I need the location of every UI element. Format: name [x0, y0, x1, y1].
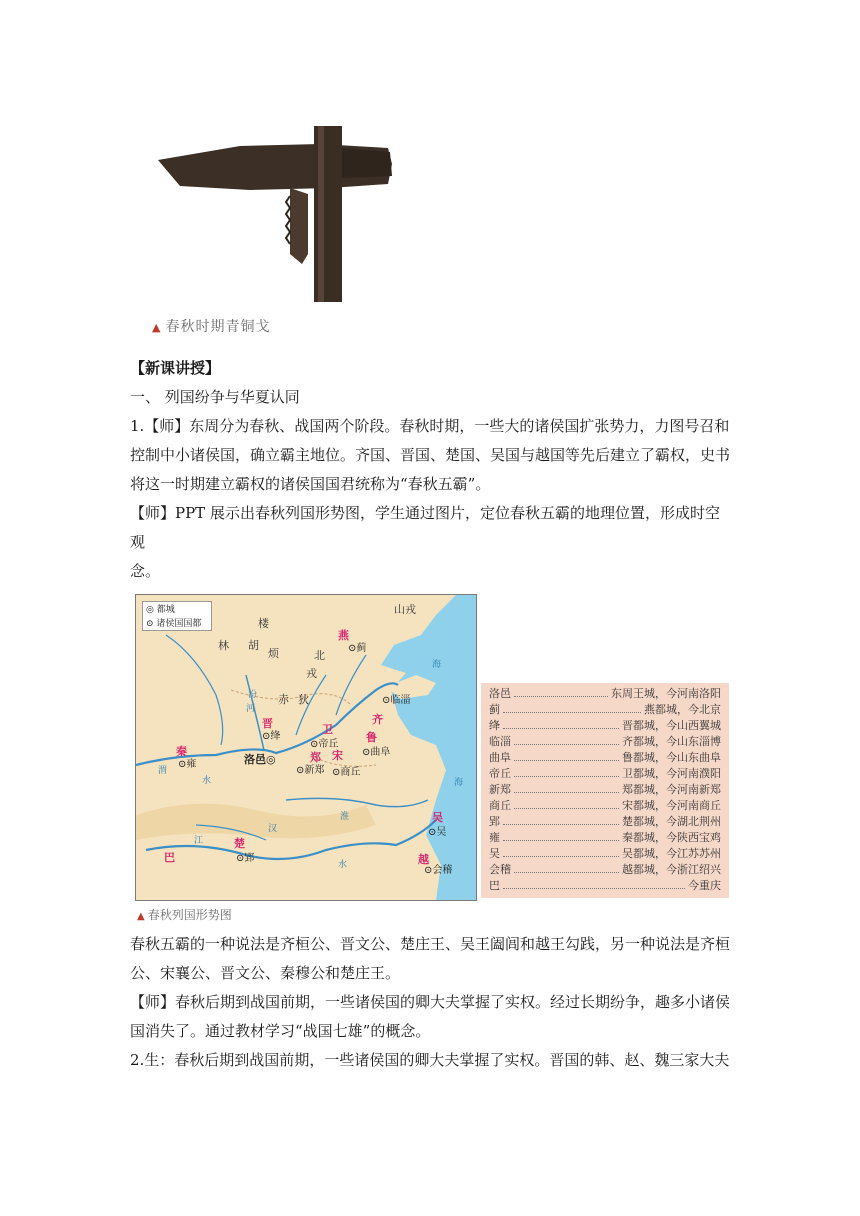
bronze-ge-photo [140, 104, 420, 344]
region-label: 楼 [258, 617, 269, 630]
state-label-wei: 卫 [322, 723, 333, 736]
state-label-yan: 燕 [338, 629, 349, 642]
legend-item: ◎ 都城 [146, 605, 175, 615]
region-label: 林 [218, 639, 229, 652]
gazetteer-row: 新郑 郑都城，今河南新郑 [489, 783, 721, 796]
paragraph-line: 【师】PPT 展示出春秋列国形势图，学生通过图片，定位春秋五霸的地理位置，形成时空观 [130, 504, 720, 551]
city-label: ⊙商丘 [332, 767, 361, 778]
state-label-lu: 鲁 [366, 731, 377, 744]
gazetteer-row: 吴 吴都城，今江苏苏州 [489, 847, 721, 860]
state-label-ba: 巴 [164, 851, 175, 864]
map-caption-text: 春秋列国形势图 [147, 908, 232, 922]
paragraph-line: 将这一时期建立霸权的诸侯国国君统称为“春秋五霸”。 [130, 475, 491, 493]
city-label: ⊙雍 [178, 759, 197, 770]
paragraph-line: 控制中小诸侯国，确立霸主地位。齐国、晋国、楚国、吴国与越国等先后建立了霸权，史书 [130, 446, 731, 464]
region-label: 山戎 [394, 603, 416, 616]
bronze-ge-illustration [140, 104, 420, 344]
gazetteer-row: 郢 楚都城，今湖北荆州 [489, 815, 721, 828]
gazetteer-row: 曲阜 鲁都城，今山东曲阜 [489, 751, 721, 764]
gazetteer-row: 蓟 燕都城，今北京 [489, 703, 721, 716]
gazetteer-row: 会稽 越都城，今浙江绍兴 [489, 863, 721, 876]
region-label: 烦 [268, 647, 279, 660]
legend-item: ⊙ 诸侯国国都 [146, 619, 202, 629]
city-label: ⊙会稽 [424, 865, 453, 876]
gazetteer-row: 商丘 宋都城，今河南商丘 [489, 799, 721, 812]
paragraph-line: 公、宋襄公、晋文公、秦穆公和楚庄王。 [130, 964, 401, 982]
state-label-song: 宋 [332, 749, 343, 762]
region-label: 北 [314, 649, 325, 662]
city-label: ⊙蓟 [348, 643, 367, 654]
state-label-yue: 越 [418, 853, 429, 866]
river-label: 水 [202, 776, 212, 786]
gazetteer-row: 绛 晋都城，今山西翼城 [489, 719, 721, 732]
river-label: 江 [194, 836, 204, 846]
city-label: ⊙新郑 [296, 765, 325, 776]
paragraph-line: 【师】春秋后期到战国前期，一些诸侯国的卿大夫掌握了实权。经过长期纷争，趣多小诸侯 [130, 993, 731, 1011]
region-label: 狄 [298, 693, 309, 706]
region-label: 戎 [306, 667, 317, 680]
river-label: 渭 [158, 766, 168, 776]
paragraph-line: 念。 [130, 562, 161, 580]
city-label: ⊙绛 [262, 731, 281, 742]
state-label-wu: 吴 [432, 811, 443, 824]
gazetteer-row: 巴 今重庆 [489, 879, 721, 892]
section-title: 一、 列国纷争与华夏认同 [130, 388, 300, 406]
paragraph-line: 春秋五霸的一种说法是齐桓公、晋文公、楚庄王、吴王阖闾和越王勾践，另一种说法是齐桓 [130, 935, 731, 953]
city-gazetteer [481, 683, 729, 898]
state-label-chu: 楚 [234, 837, 245, 850]
map-caption [137, 906, 232, 923]
lesson-heading [130, 354, 730, 586]
state-label-qin: 秦 [176, 745, 187, 758]
paragraph-line: 2.生：春秋后期到战国前期，一些诸侯国的卿大夫掌握了实权。晋国的韩、赵、魏三家大夫 [130, 1051, 730, 1069]
state-label-qi: 齐 [372, 713, 383, 726]
city-label-capital: 洛邑◎ [244, 753, 276, 766]
sea-label: 海 [432, 660, 442, 670]
city-label: ⊙临淄 [382, 695, 411, 706]
lesson-body-bottom [130, 930, 730, 1075]
city-label: ⊙郢 [236, 853, 255, 864]
map-legend [142, 601, 212, 631]
heading-text: 【新课讲授】 [130, 359, 221, 377]
gazetteer-row: 帝丘 卫都城，今河南濮阳 [489, 767, 721, 780]
gazetteer-row: 洛邑 东周王城，今河南洛阳 [489, 687, 721, 700]
state-label-jin: 晋 [262, 717, 273, 730]
photo-caption [152, 316, 270, 336]
spring-autumn-map [135, 594, 477, 901]
paragraph-line: 1.【师】东周分为春秋、战国两个阶段。春秋时期，一些大的诸侯国扩张势力，力图号召和 [130, 417, 730, 435]
gazetteer-row: 雍 秦都城，今陕西宝鸡 [489, 831, 721, 844]
river-label: 汉 [268, 824, 278, 834]
city-label: ⊙曲阜 [362, 747, 391, 758]
river-label: 淮 [340, 812, 350, 822]
region-label: 赤 [278, 693, 289, 706]
region-label: 胡 [248, 639, 259, 652]
gazetteer-row: 临淄 齐都城，今山东淄博 [489, 735, 721, 748]
city-label: ⊙吴 [428, 827, 447, 838]
photo-caption-text: 春秋时期青铜戈 [165, 319, 271, 335]
river-label: 汾 [248, 690, 258, 700]
sea-label: 海 [454, 778, 464, 788]
state-label-zheng: 郑 [310, 751, 321, 764]
city-label: ⊙帝丘 [310, 739, 339, 750]
triangle-icon: ▲ [137, 911, 145, 922]
river-label: 河 [246, 704, 256, 714]
paragraph-line: 国消失了。通过教材学习“战国七雄”的概念。 [130, 1022, 431, 1040]
triangle-icon: ▲ [152, 321, 162, 334]
river-label: 水 [338, 860, 348, 870]
